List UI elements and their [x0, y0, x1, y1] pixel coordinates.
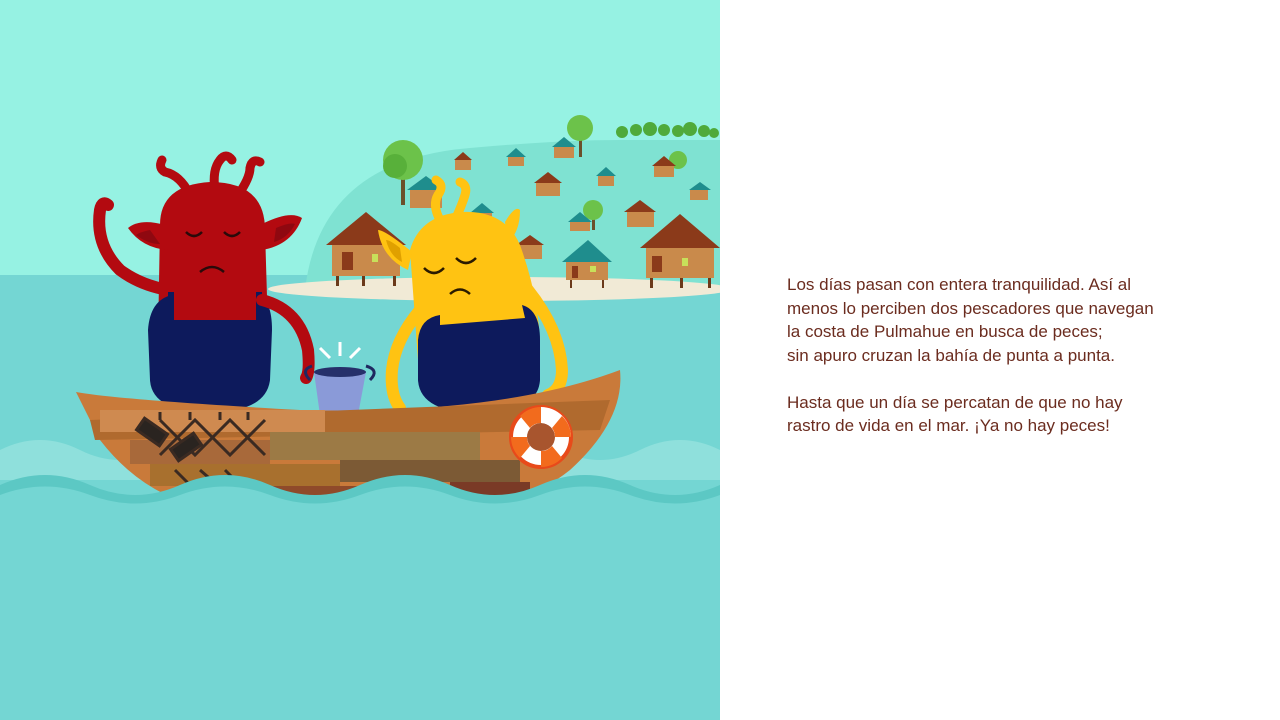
story-line: menos lo perciben dos pescadores que navegan [787, 298, 1154, 318]
boat-plank [100, 410, 325, 432]
story-line: la costa de Pulmahue en busca de peces; [787, 322, 1103, 341]
life-ring-icon [511, 407, 571, 467]
story-line: Los días pasan con entera tranquilidad. Así al [787, 275, 1132, 294]
story-text [787, 273, 1227, 461]
boat-plank [270, 432, 480, 460]
story-paragraph-2 [787, 391, 1227, 438]
story-line: Hasta que un día se percatan de que no hay [787, 392, 1123, 412]
text-panel [720, 0, 1280, 720]
story-line: sin apuro cruzan la bahía de punta a punta. [787, 345, 1115, 365]
story-paragraph-1 [787, 273, 1227, 367]
front-wave-top [0, 487, 720, 720]
story-line: rastro de vida en el mar. ¡Ya no hay peces! [787, 416, 1110, 435]
